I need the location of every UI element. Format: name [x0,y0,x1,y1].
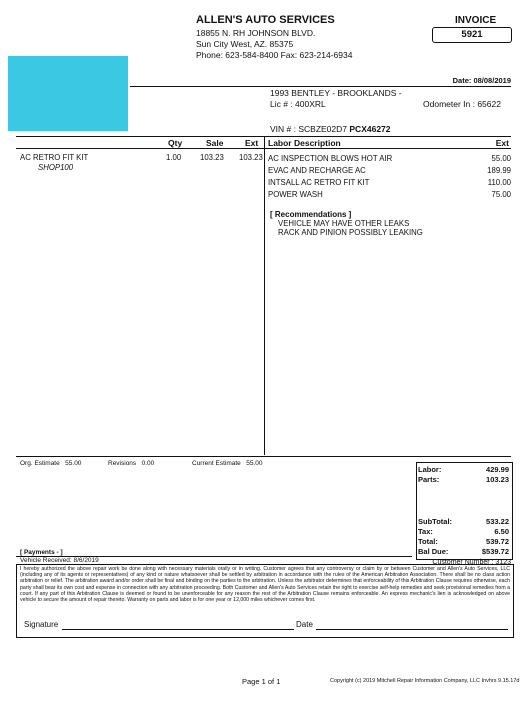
parts-total-label: Parts: [418,475,440,484]
invoice-label: INVOICE [455,15,497,26]
divider [130,86,511,87]
org-estimate-value: 55.00 [65,460,82,467]
org-estimate [20,460,81,467]
copyright: Copyright (c) 2019 Mitchell Repair Information Company, LLC Invhrs 9.15.17d [330,678,520,684]
customer-number: Customer Number : 3123 [432,559,511,566]
current-estimate-value: 55.00 [246,460,263,467]
col-qty-header: Qty [168,138,183,148]
vehicle-license: Lic # : 400XRL [270,99,326,109]
labor-line-amount: 110.00 [487,178,511,187]
subtotal-value: 533.22 [486,517,509,526]
shop-phone: Phone: 623-584-8400 Fax: 623-214-6934 [196,50,353,60]
labor-line: INTSALL AC RETRO FIT KIT [268,178,370,187]
shop-name: ALLEN'S AUTO SERVICES [196,14,335,26]
invoice-number: 5921 [432,27,512,43]
labor-total-label: Labor: [418,465,442,474]
total-value: 539.72 [486,537,509,546]
odometer-in: Odometer In : 65622 [423,99,501,109]
signature-line [62,629,294,630]
column-divider [264,137,265,455]
table-bottom-rule [16,456,511,457]
labor-line: EVAC AND RECHARGE AC [268,166,366,175]
total-label: Total: [418,537,438,546]
recommendations-title: [ Recommendations ] [270,210,352,219]
invoice-date: Date: 08/08/2019 [452,76,511,85]
vin-prefix: VIN # : SCBZE02D7 [270,124,348,134]
page-number: Page 1 of 1 [242,677,281,686]
labor-line-amount: 189.99 [487,166,511,175]
signature-label: Signature [24,620,59,629]
current-estimate-label: Current Estimate [192,460,241,467]
part-qty: 1.00 [166,153,182,162]
part-name: AC RETRO FIT KIT [20,153,89,162]
parts-total-value: 103.23 [486,475,509,484]
balance-due-label: Bal Due: [418,547,449,556]
revisions-label: Revisions [108,460,137,467]
date-label: Date [296,620,313,629]
shop-address-line1: 18855 N. RH JOHNSON BLVD. [196,28,316,38]
part-sale: 103.23 [200,153,224,162]
col-ext-header: Ext [245,138,259,148]
labor-line-amount: 55.00 [491,154,511,163]
tax-value: 6.50 [494,527,509,536]
date-line [316,629,508,630]
labor-line: AC INSPECTION BLOWS HOT AIR [268,154,393,163]
vehicle-description: 1993 BENTLEY - BROOKLANDS - [270,88,402,98]
part-ext: 103.23 [239,153,263,162]
recommendation-item: RACK AND PINION POSSIBLY LEAKING [278,228,423,237]
vin-suffix: PCX46272 [349,124,391,134]
org-estimate-label: Org. Estimate [20,460,60,467]
subtotal-label: SubTotal: [418,517,453,526]
tax-label: Tax: [418,527,433,536]
labor-total-value: 429.99 [486,465,509,474]
legal-terms: I hereby authorized the above repair work be done along with necessary materials orally or in writing. Customer agrees that any controversy or claim by or between Customer and Allen's Auto Services, LLC (including any of its agents or representatives) of any kind or nature whatsoever shall be settled by arbitration in accordance with the rules of the American Arbitration Association. There shall be no class action arbitration or relief. The arbitration award and/or order shall be final and binding on the parties to the arbitration. Unless the arbitrator determines that enforceability of this Arbitration Clause requires otherwise, each party shall bear its own cost and expense in connection with any arbitration proceeding. Both Customer and Allen's Auto Services retain the right to exercise self-help remedies and seek provisional remedies from a court. If any part of this Arbitration Clause is deemed or found to be unenforceable for any reason the rest of the Arbitration Clause remains enforceable. An express mechanic's lien is acknowledged on above vehicle to secure the amount of repair thereto. Warranty on parts and labor is for one year or 12,000 miles whichever comes first. [20,566,510,604]
recommendation-item: VEHICLE MAY HAVE OTHER LEAKS [278,219,410,228]
vehicle-vin [270,124,391,134]
col-sale-header: Sale [206,138,224,148]
col-labor-ext-header: Ext [495,138,509,148]
current-estimate [192,460,262,467]
labor-line: POWER WASH [268,190,323,199]
revisions [108,460,154,467]
part-code: SHOP100 [38,163,74,172]
redacted-customer-block [8,56,128,131]
balance-due-value: $539.72 [481,547,509,556]
labor-line-amount: 75.00 [491,190,511,199]
col-labor-header: Labor Description [268,138,341,148]
shop-address-line2: Sun City West, AZ. 85375 [196,39,294,49]
vehicle-received: Vehicle Received: 8/6/2019 [20,557,99,564]
payments-label: [ Payments - ] [20,549,63,556]
revisions-value: 0.00 [141,460,155,467]
